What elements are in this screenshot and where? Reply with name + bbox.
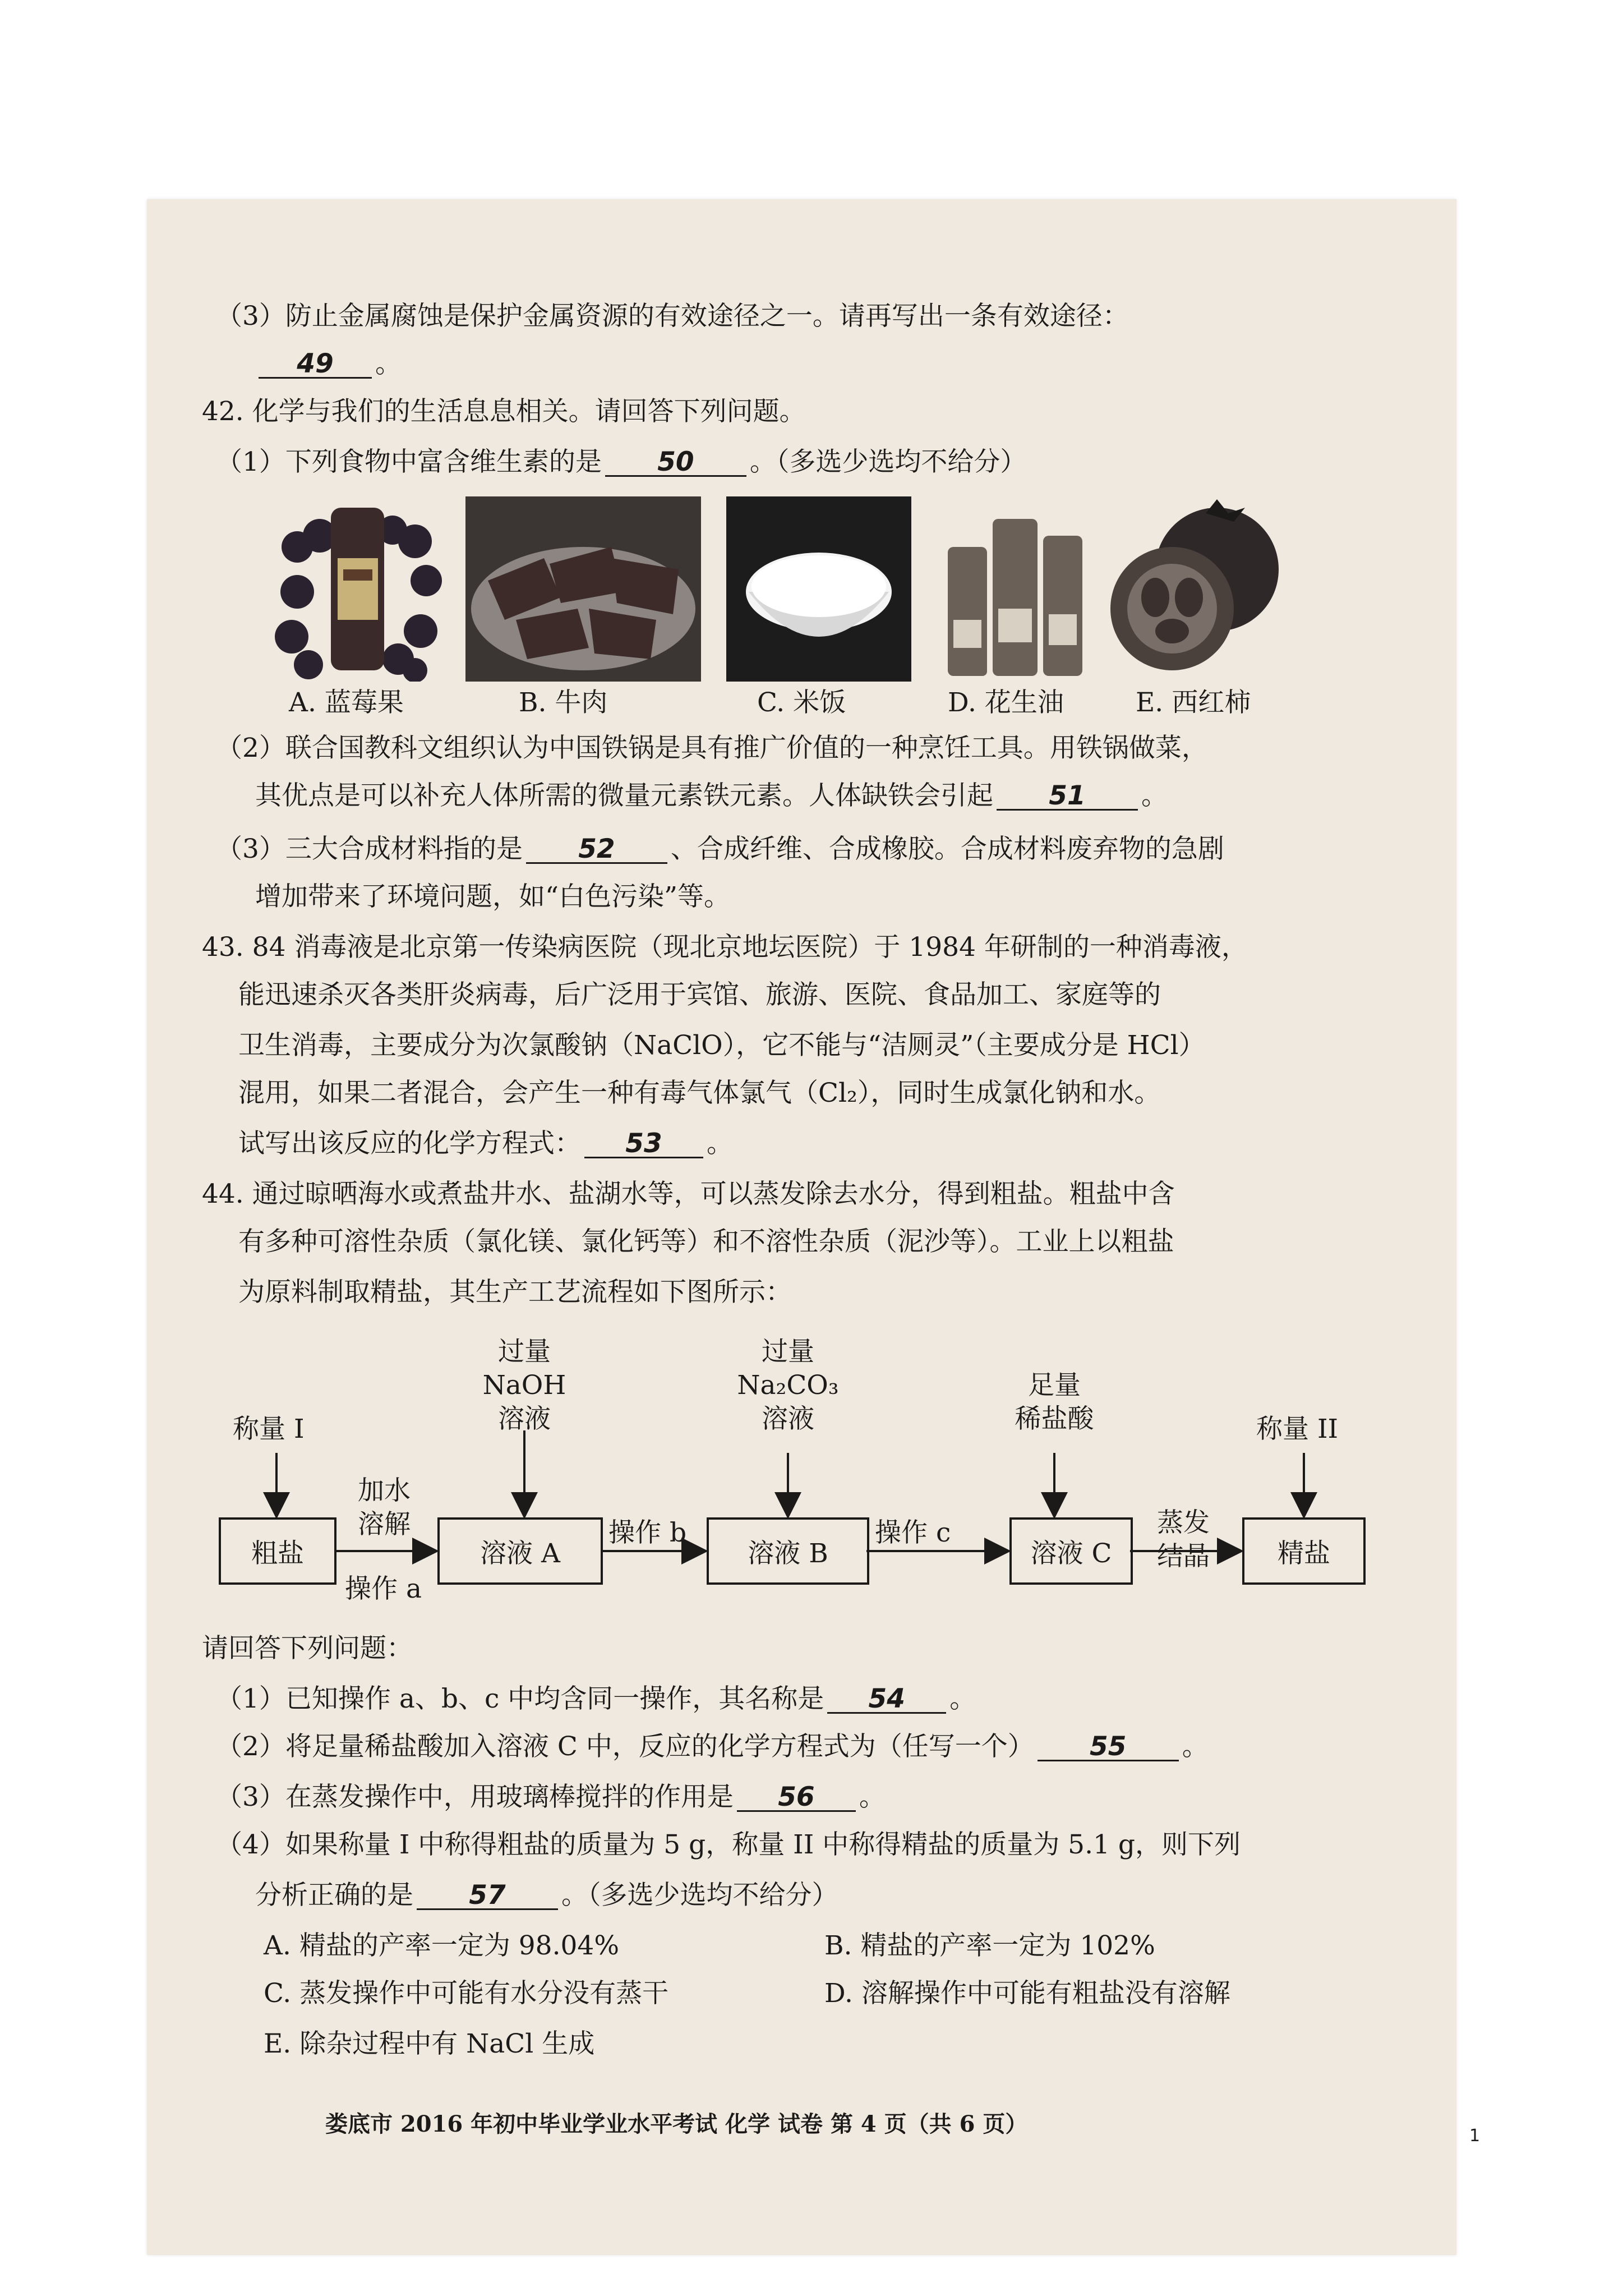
- food-option-d: D. 花生油: [948, 687, 1064, 718]
- solution-c-box: 溶液 C: [1009, 1517, 1133, 1585]
- q42-intro: 42. 化学与我们的生活息息相关。请回答下列问题。: [202, 396, 806, 427]
- blank-51[interactable]: 51: [997, 783, 1138, 811]
- q44-line1: 44. 通过晾晒海水或煮盐井水、盐湖水等，可以蒸发除去水分，得到粗盐。粗盐中含: [202, 1179, 1175, 1209]
- q42-part1: （1）下列食物中富含维生素的是 50 。（多选少选均不给分）: [216, 447, 1027, 477]
- q41-part3: （3）防止金属腐蚀是保护金属资源的有效途径之一。请再写出一条有效途径：: [216, 301, 1129, 332]
- blank-52[interactable]: 52: [526, 836, 667, 864]
- food-option-e: E. 西红柿: [1136, 687, 1251, 718]
- weigh-2-label: 称量 II: [1256, 1414, 1339, 1444]
- step-evaporate-label: 蒸发 结晶: [1157, 1507, 1210, 1572]
- blank-57[interactable]: 57: [417, 1882, 558, 1910]
- blank-56[interactable]: 56: [737, 1784, 856, 1812]
- q42-part3-line1: （3）三大合成材料指的是 52 、合成纤维、合成橡胶。合成材料废弃物的急剧: [216, 834, 1224, 864]
- page-footer: 娄底市 2016 年初中毕业学业水平考试 化学 试卷 第 4 页（共 6 页）: [325, 2111, 1028, 2137]
- option-e: E. 除杂过程中有 NaCl 生成: [264, 2028, 595, 2059]
- step-b-label: 操作 b: [608, 1517, 687, 1548]
- option-b: B. 精盐的产率一定为 102%: [824, 1930, 1155, 1961]
- crude-salt-box: 粗盐: [219, 1517, 336, 1585]
- q44-q1: （1）已知操作 a、b、c 中均含同一操作，其名称是 54 。: [216, 1683, 976, 1714]
- weigh-1-label: 称量 I: [233, 1414, 305, 1444]
- q42-part3-line2: 增加带来了环境问题，如“白色污染”等。: [255, 881, 731, 912]
- q43-line2: 能迅速杀灭各类肝炎病毒，后广泛用于宾馆、旅游、医院、食品加工、家庭等的: [238, 979, 1161, 1010]
- q42-part2-line1: （2）联合国教科文组织认为中国铁锅是具有推广价值的一种烹饪工具。用铁锅做菜，: [216, 733, 1208, 763]
- q42-part2-line2: 其优点是可以补充人体所需的微量元素铁元素。人体缺铁会引起 51 。: [255, 780, 1168, 811]
- step-a-label: 操作 a: [345, 1573, 422, 1604]
- option-a: A. 精盐的产率一定为 98.04%: [264, 1930, 619, 1961]
- q44-q4-line1: （4）如果称量 I 中称得粗盐的质量为 5 g，称量 II 中称得精盐的质量为 5.1 g，则下列: [216, 1829, 1241, 1860]
- q44-q4-line2: 分析正确的是 57 。（多选少选均不给分）: [255, 1880, 838, 1911]
- q44-line3: 为原料制取精盐，其生产工艺流程如下图所示：: [238, 1277, 792, 1308]
- option-c: C. 蒸发操作中可能有水分没有蒸干: [264, 1978, 669, 2009]
- food-option-b: B. 牛肉: [519, 687, 608, 718]
- food-option-a: A. 蓝莓果: [289, 687, 404, 718]
- blank-50[interactable]: 50: [605, 449, 746, 477]
- q44-line2: 有多种可溶性杂质（氯化镁、氯化钙等）和不溶性杂质（泥沙等）。工业上以粗盐: [238, 1226, 1174, 1257]
- q44-q2: （2）将足量稀盐酸加入溶液 C 中，反应的化学方程式为（任写一个） 55 。: [216, 1731, 1209, 1762]
- q44-ask: 请回答下列问题：: [202, 1633, 413, 1664]
- q44-q3: （3）在蒸发操作中，用玻璃棒搅拌的作用是 56 。: [216, 1782, 886, 1812]
- q43-line4: 混用，如果二者混合，会产生一种有毒气体氯气（Cl₂），同时生成氯化钠和水。: [238, 1078, 1161, 1108]
- naoh-label: 过量 NaOH 溶液: [482, 1336, 566, 1434]
- q43-line5: 试写出该反应的化学方程式： 53 。: [238, 1128, 733, 1159]
- solution-b-box: 溶液 B: [707, 1517, 869, 1585]
- option-d: D. 溶解操作中可能有粗盐没有溶解: [824, 1978, 1230, 2009]
- na2co3-label: 过量 Na₂CO₃ 溶液: [737, 1336, 839, 1434]
- blank-49[interactable]: 49: [259, 351, 372, 379]
- q43-line1: 43. 84 消毒液是北京第一传染病医院（现北京地坛医院）于 1984 年研制的一种消毒液，: [202, 932, 1248, 963]
- blank-53[interactable]: 53: [584, 1130, 703, 1158]
- hcl-label: 足量 稀盐酸: [1015, 1370, 1094, 1434]
- solution-a-box: 溶液 A: [437, 1517, 603, 1585]
- blank-54[interactable]: 54: [827, 1686, 946, 1714]
- q43-line3: 卫生消毒，主要成分为次氯酸钠（NaClO），它不能与“洁厕灵”（主要成分是 HCl）: [238, 1030, 1205, 1061]
- q41-answer-line: 49 。: [255, 351, 402, 379]
- refined-salt-box: 精盐: [1242, 1517, 1366, 1585]
- step-dissolve-label: 加水 溶解: [358, 1475, 411, 1540]
- page-number: 1: [1469, 2126, 1481, 2146]
- food-option-c: C. 米饭: [757, 687, 846, 718]
- blank-55[interactable]: 55: [1038, 1733, 1179, 1761]
- step-c-label: 操作 c: [875, 1517, 951, 1548]
